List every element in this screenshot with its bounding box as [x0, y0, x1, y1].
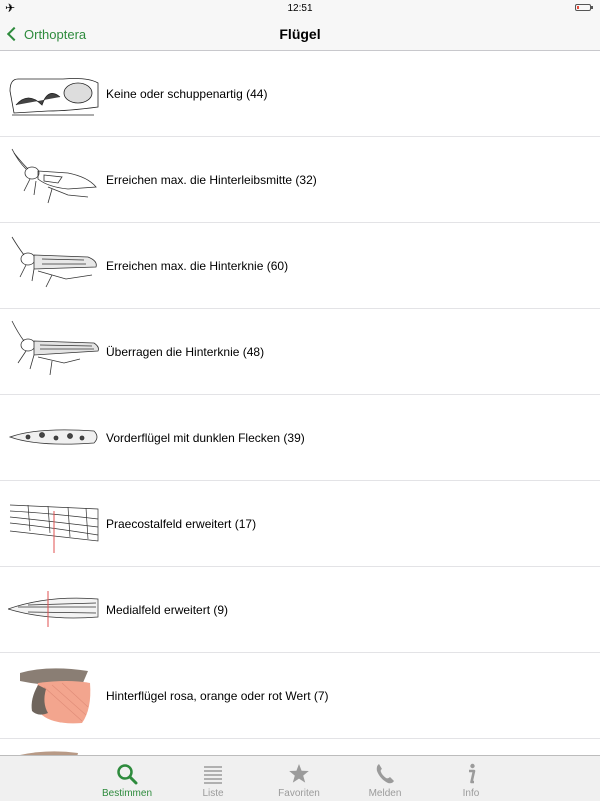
- list-item-label: Medialfeld erweitert (9): [106, 602, 229, 617]
- status-time: 12:51: [287, 3, 313, 14]
- list-item[interactable]: [0, 223, 600, 309]
- list-item-label: Hinterflügel rosa, orange oder rot Wert (7): [106, 688, 329, 703]
- short-wing-grasshopper-drawing: [8, 147, 100, 211]
- wing-venation-drawing: [8, 491, 100, 555]
- list-item-partial[interactable]: [0, 739, 600, 755]
- tab-label: Bestimmen: [101, 788, 152, 799]
- list-item[interactable]: [0, 567, 600, 653]
- page-title: Flügel: [279, 26, 321, 42]
- list-icon: [200, 761, 226, 787]
- list-item-label: Keine oder schuppenartig (44): [106, 86, 268, 101]
- info-icon: [458, 761, 484, 787]
- list-item[interactable]: [0, 309, 600, 395]
- list-item[interactable]: [0, 395, 600, 481]
- criteria-list: [0, 51, 600, 755]
- airplane-mode-icon: ✈: [5, 1, 16, 15]
- wingless-grasshopper-drawing: [8, 61, 100, 125]
- tab-melden[interactable]: [340, 756, 430, 801]
- list-item-label: Erreichen max. die Hinterknie (60): [106, 258, 289, 273]
- tab-label: Favoriten: [278, 788, 320, 799]
- list-item-label: Erreichen max. die Hinterleibsmitte (32): [106, 172, 317, 187]
- tab-liste[interactable]: [168, 756, 258, 801]
- navigation-bar: [0, 18, 600, 51]
- status-bar: [0, 0, 600, 18]
- list-item[interactable]: [0, 653, 600, 739]
- list-item[interactable]: [0, 137, 600, 223]
- tab-info[interactable]: [426, 756, 516, 801]
- spotted-forewing-drawing: [8, 405, 100, 469]
- tab-bestimmen[interactable]: [82, 756, 172, 801]
- battery-icon: [575, 4, 591, 11]
- long-wing-grasshopper-drawing: [8, 319, 100, 383]
- tab-favoriten[interactable]: [254, 756, 344, 801]
- pink-hindwing-photo: [8, 663, 100, 727]
- tab-label: Liste: [202, 788, 224, 799]
- list-item-label: Vorderflügel mit dunklen Flecken (39): [106, 430, 305, 445]
- list-item-label: Praecostalfeld erweitert (17): [106, 516, 257, 531]
- phone-icon: [372, 761, 398, 787]
- medium-wing-grasshopper-drawing: [8, 233, 100, 297]
- list-item[interactable]: [0, 51, 600, 137]
- tab-label: Info: [462, 788, 480, 799]
- list-item-label: Überragen die Hinterknie (48): [106, 344, 265, 359]
- search-icon: [114, 761, 140, 787]
- list-item[interactable]: [0, 481, 600, 567]
- tab-bar: [0, 755, 600, 801]
- back-button-label: Orthoptera: [24, 26, 87, 42]
- tab-label: Melden: [368, 788, 402, 799]
- star-icon: [286, 761, 312, 787]
- wing-medial-field-drawing: [8, 577, 100, 641]
